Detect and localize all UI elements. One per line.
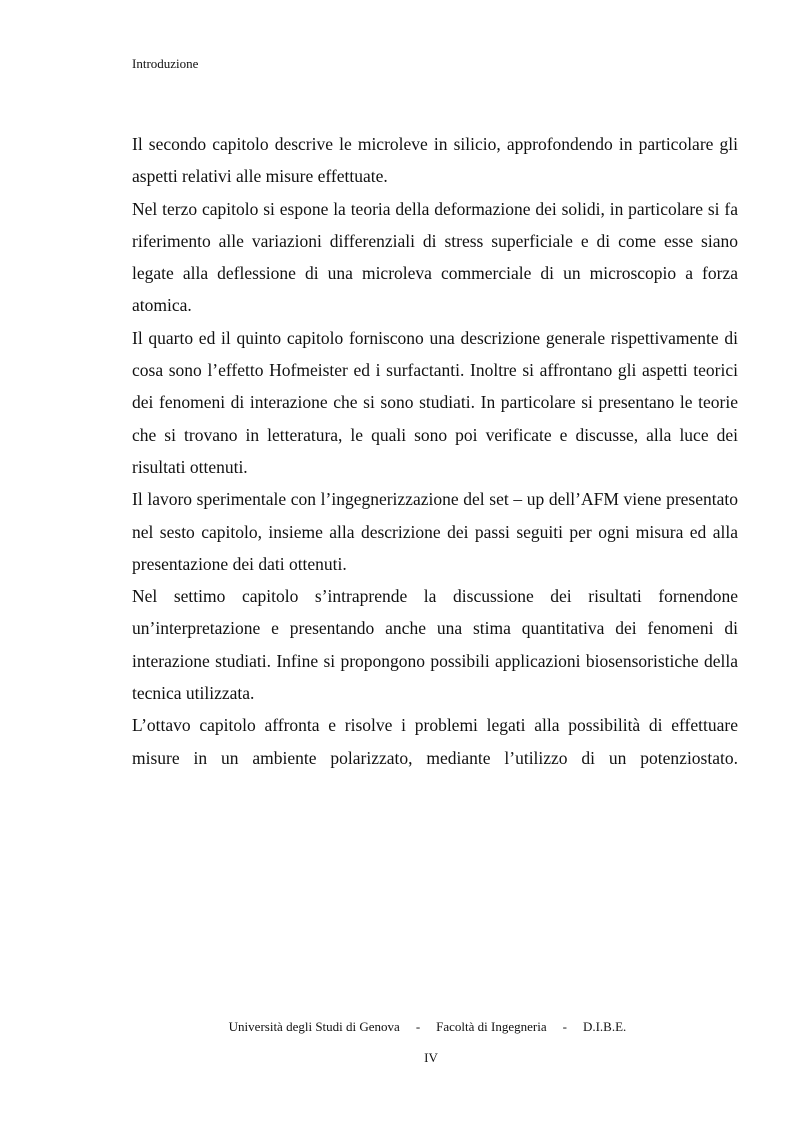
footer-separator: - bbox=[415, 1019, 421, 1034]
page-footer bbox=[0, 1019, 793, 1035]
paragraph-chapter-3: Nel terzo capitolo si espone la teoria della deformazione dei solidi, in particolare si fa riferimento alle variazioni differenziali di stress superficiale e di come esse siano legate alla deflessione di una microleva commerciale di un microscopio a forza atomica. bbox=[132, 198, 738, 316]
paragraph-chapter-8: L’ottavo capitolo affronta e risolve i problemi legati alla possibilità di effettuare misure in un ambiente polarizzato, mediante l’utilizzo di un potenziostato. bbox=[132, 715, 738, 768]
page-number: IV bbox=[424, 1050, 438, 1065]
paragraph-chapter-2: Il secondo capitolo descrive le microleve in silicio, approfondendo in particolare gli aspetti relativi alle misure effettuate. bbox=[132, 134, 738, 187]
paragraph-chapter-7: Nel settimo capitolo s’intraprende la discussione dei risultati fornendone un’interpretazione e presentando anche una stima quantitativa dei fenomeni di interazione studiati. Infine si propongono possibili applicazioni biosensoristiche della tecnica utilizzata. bbox=[132, 586, 738, 704]
running-header: Introduzione bbox=[132, 56, 199, 71]
footer-department: D.I.B.E. bbox=[582, 1019, 627, 1034]
footer-separator: - bbox=[562, 1019, 567, 1034]
footer-university: Università degli Studi di Genova bbox=[228, 1019, 400, 1034]
paragraph-chapters-4-5: Il quarto ed il quinto capitolo forniscono una descrizione generale rispettivamente di cosa sono l’effetto Hofmeister ed i surfactanti. Inoltre si affrontano gli aspetti teorici dei fenomeni di interazione che si sono studiati. In particolare si presentano le teorie che si trovano in letteratura, le quali sono poi verificate e discusse, alla luce dei risultati ottenuti. bbox=[132, 327, 738, 477]
body-text bbox=[132, 128, 738, 774]
footer-faculty: Facoltà di Ingegneria bbox=[436, 1019, 547, 1034]
paragraph-chapter-6: Il lavoro sperimentale con l’ingegnerizzazione del set – up dell’AFM viene presentato nel sesto capitolo, insieme alla descrizione dei passi seguiti per ogni misura ed alla presentazione dei dati ottenuti. bbox=[132, 489, 738, 574]
